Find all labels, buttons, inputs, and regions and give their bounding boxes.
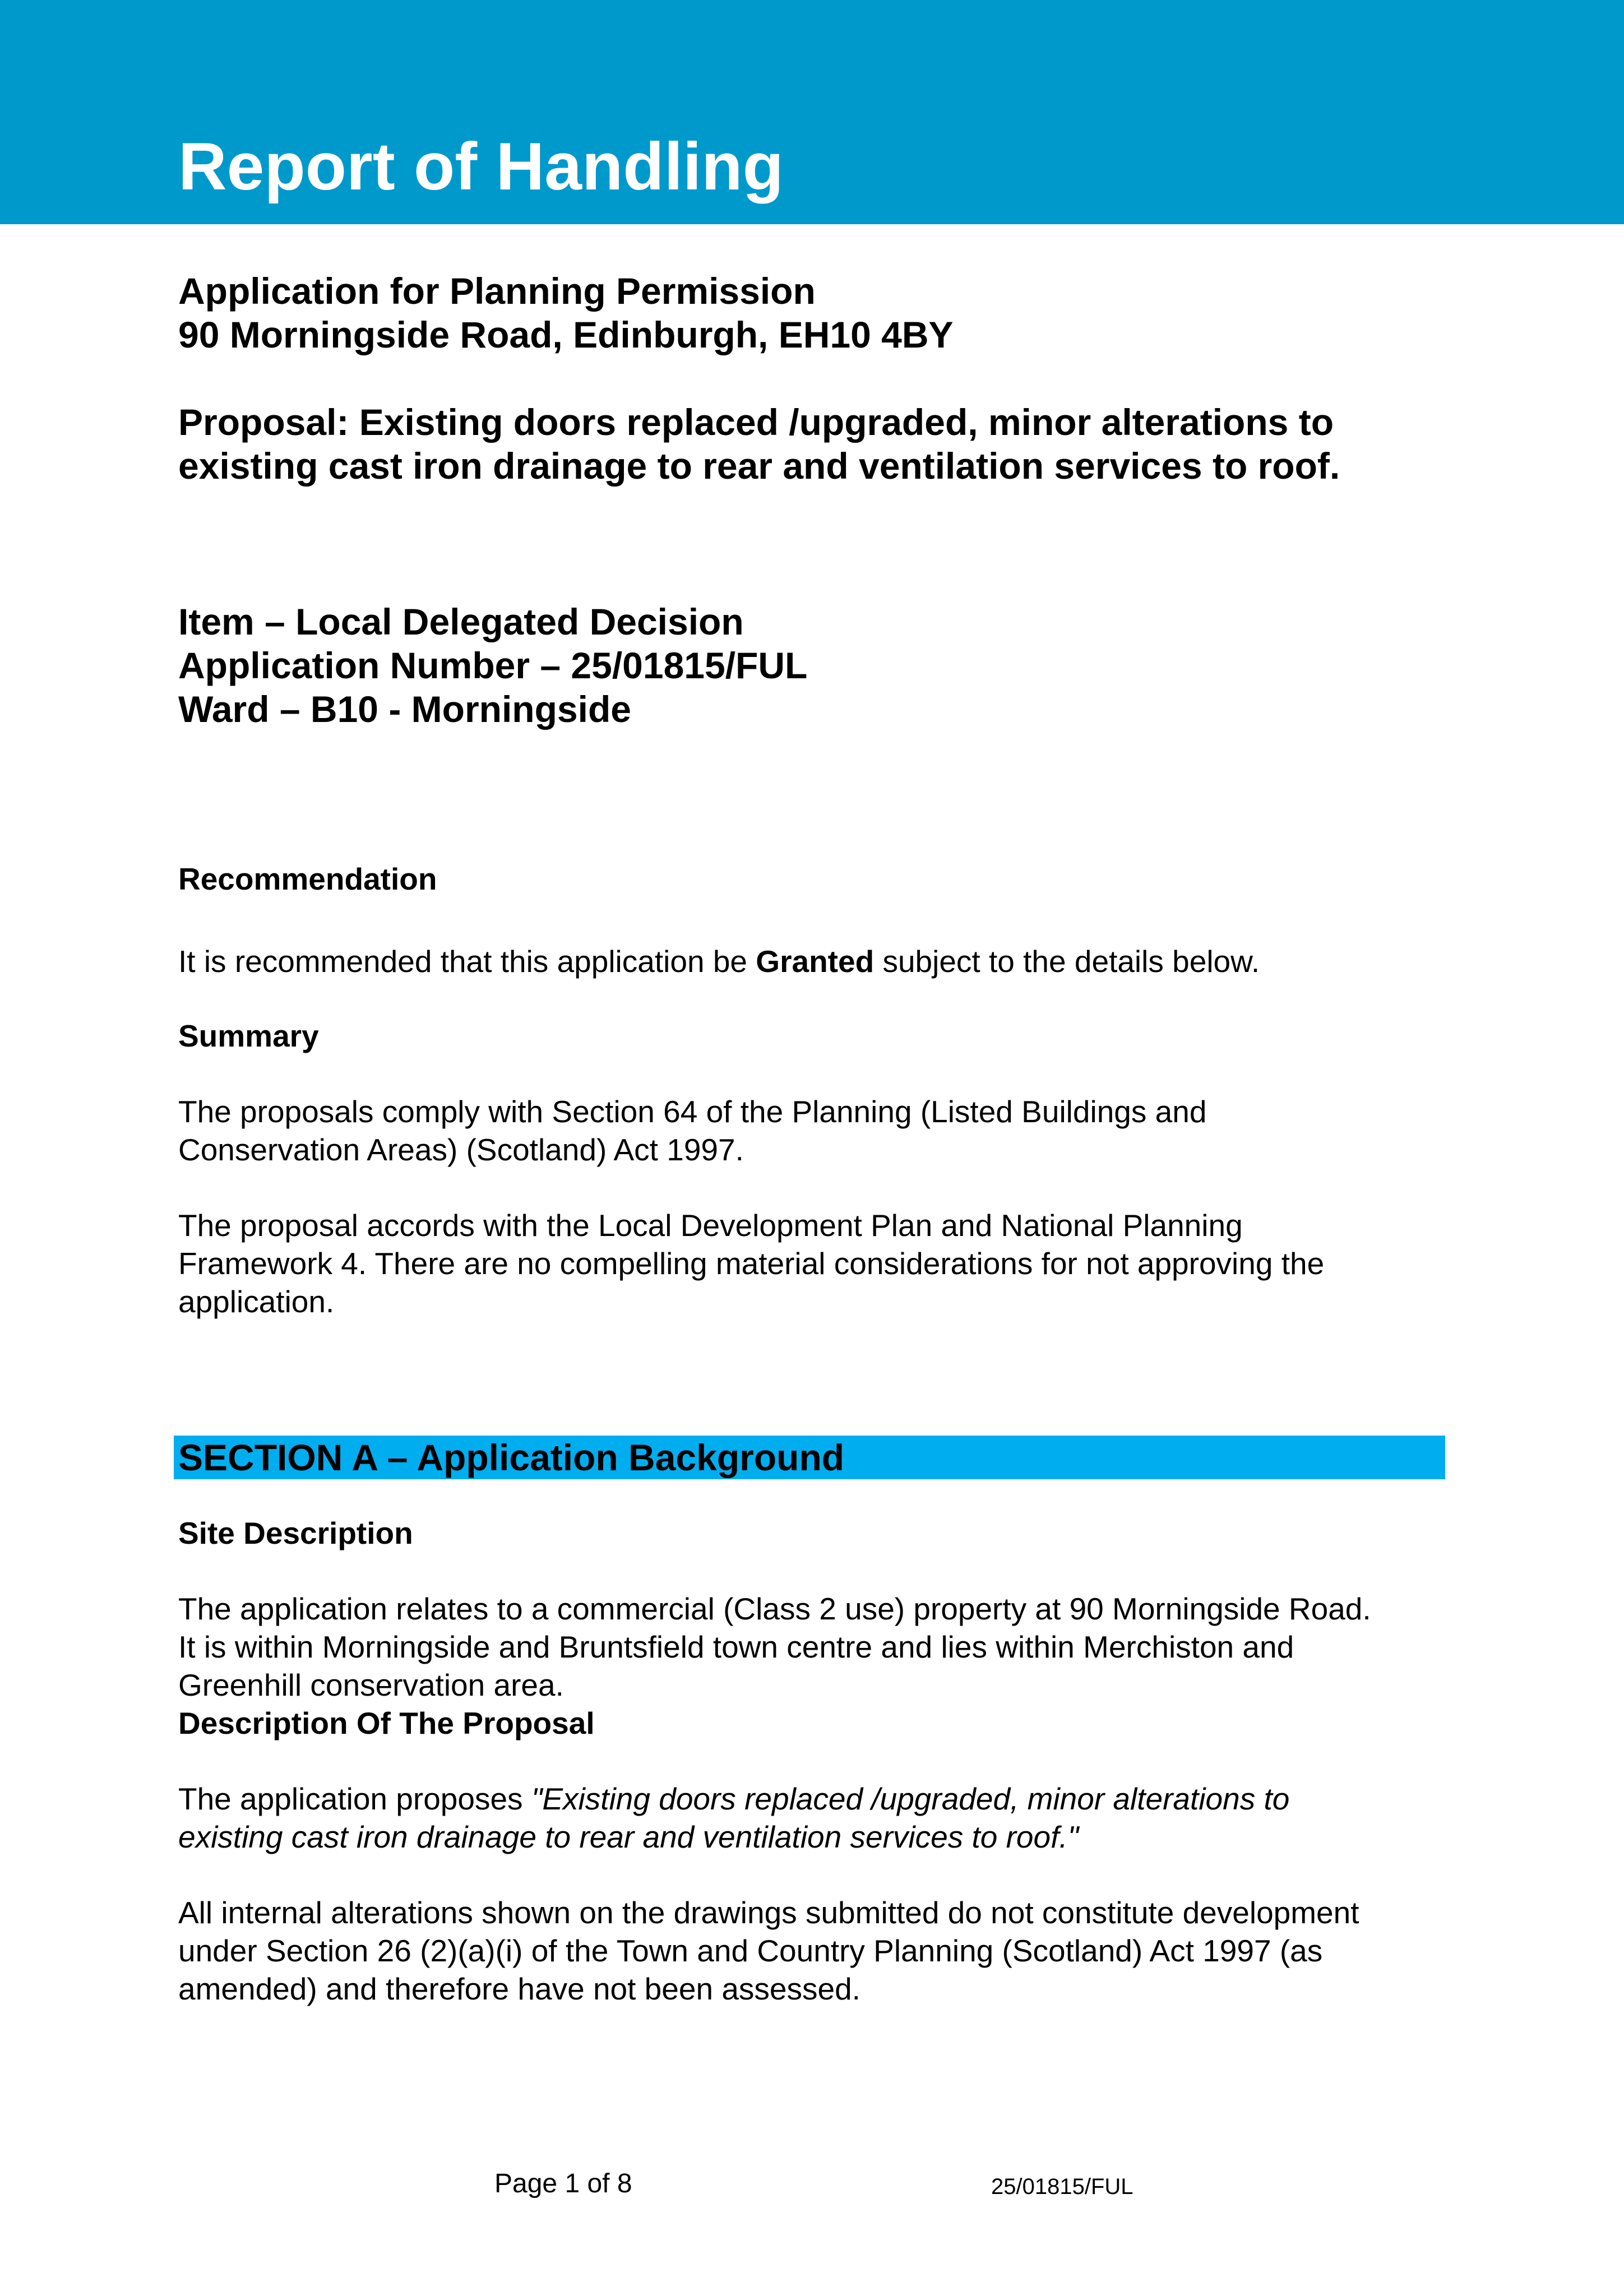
summary-heading: Summary — [178, 1019, 319, 1053]
recommendation-text-before: It is recommended that this application be — [178, 944, 756, 979]
summary-para-1-line-1: The proposals comply with Section 64 of the Planning (Listed Buildings and — [178, 1094, 1207, 1129]
header-banner — [0, 0, 1624, 224]
site-description-line-1: The application relates to a commercial (Class 2 use) property at 90 Morningside Road. — [178, 1591, 1371, 1626]
proposal-quote-line-2: existing cast iron drainage to rear and ventilation services to roof." — [178, 1820, 1079, 1854]
recommendation-heading: Recommendation — [178, 862, 437, 896]
site-description-heading: Site Description — [178, 1516, 413, 1550]
item-block — [178, 600, 1468, 731]
summary-para-2-line-1: The proposal accords with the Local Development Plan and National Planning — [178, 1208, 1243, 1243]
ward: Ward – B10 - Morningside — [178, 688, 631, 730]
summary-block — [178, 1017, 1468, 1321]
recommendation-decision: Granted — [756, 944, 875, 979]
proposal-description-heading: Description Of The Proposal — [178, 1706, 595, 1740]
summary-para-2-line-3: application. — [178, 1284, 335, 1319]
proposal-quote-line-1: "Existing doors replaced /upgraded, minor alterations to — [531, 1781, 1290, 1816]
site-description-line-3: Greenhill conservation area. — [178, 1668, 564, 1702]
application-block — [178, 269, 1468, 488]
proposal-intro: The application proposes — [178, 1781, 531, 1816]
proposal-description-line-1 — [178, 1780, 1468, 1818]
proposal-line-1: Proposal: Existing doors replaced /upgraded, minor alterations to — [178, 401, 1334, 443]
application-type: Application for Planning Permission — [178, 270, 816, 312]
internal-alterations-line-1: All internal alterations shown on the drawings submitted do not constitute development — [178, 1895, 1359, 1930]
site-description-block — [178, 1514, 1468, 1704]
item-decision-type: Item – Local Delegated Decision — [178, 601, 744, 642]
application-number: Application Number – 25/01815/FUL — [178, 645, 808, 686]
internal-alterations-line-2: under Section 26 (2)(a)(i) of the Town and Country Planning (Scotland) Act 1997 (as — [178, 1933, 1323, 1968]
proposal-line-2: existing cast iron drainage to rear and ventilation services to roof. — [178, 445, 1340, 487]
site-description-line-2: It is within Morningside and Bruntsfield town centre and lies within Merchiston and — [178, 1630, 1294, 1664]
proposal-description-block — [178, 1704, 1468, 2008]
section-a-heading: SECTION A – Application Background — [174, 1436, 1445, 1479]
proposal-description-line-2 — [178, 1818, 1468, 1856]
document-body — [178, 269, 1468, 2008]
internal-alterations-line-3: amended) and therefore have not been assessed. — [178, 1971, 860, 2006]
recommendation-text-after: subject to the details below. — [874, 944, 1260, 979]
recommendation-text — [178, 942, 1468, 980]
summary-para-1-line-2: Conservation Areas) (Scotland) Act 1997. — [178, 1132, 744, 1167]
recommendation-block — [178, 860, 1468, 980]
page-number: Page 1 of 8 — [494, 2169, 632, 2198]
summary-para-2-line-2: Framework 4. There are no compelling material considerations for not approving the — [178, 1246, 1325, 1281]
report-title: Report of Handling — [178, 129, 784, 204]
application-address: 90 Morningside Road, Edinburgh, EH10 4BY — [178, 314, 954, 355]
footer-reference: 25/01815/FUL — [991, 2174, 1133, 2199]
